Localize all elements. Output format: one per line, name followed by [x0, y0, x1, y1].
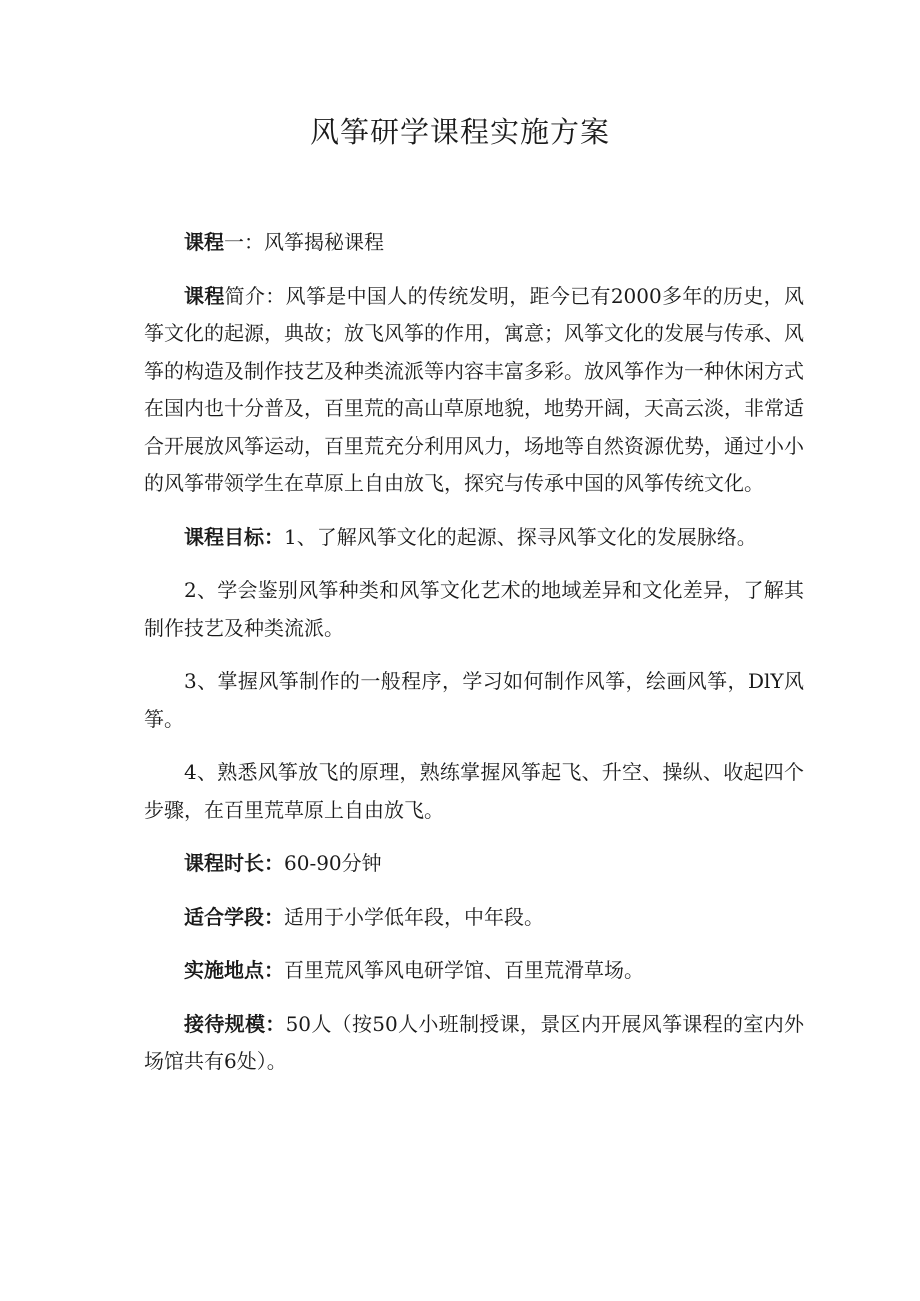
grade-level-label: 适合学段： [184, 904, 284, 929]
capacity-label: 接待规模： [184, 1011, 286, 1036]
course-goals-paragraph [144, 519, 804, 557]
course-goal-paragraph-3: 3、掌握风筝制作的一般程序，学习如何制作风筝，绘画风筝，DlY风筝。 [144, 669, 804, 731]
capacity-text: 50人（按50人小班制授课，景区内开展风筝课程的室内外场馆共有6处）。 [144, 1011, 805, 1073]
document-body [144, 224, 804, 1097]
course-intro-text: 简介：风筝是中国人的传统发明，距今已有2000多年的历史，风筝文化的起源，典故；放飞风筝的作用，寓意；风筝文化的发展与传承、风筝的构造及制作技艺及种类流派等内容丰富多彩。放风筝作为一种休闲方式在国内也十分普及，百里荒的高山草原地貌，地势开阔，天高云淡，非常适合开展放风筝运动，百里荒充分利用风力，场地等自然资源优势，通过小小的风筝带领学生在草原上自由放飞，探究与传承中国的风筝传统文化。 [144, 283, 804, 495]
course-name-label: 课程 [184, 230, 224, 254]
course-goal-paragraph-4: 4、熟悉风筝放飞的原理，熟练掌握风筝起飞、升空、操纵、收起四个步骤，在百里荒草原上自由放飞。 [144, 760, 804, 822]
location-label: 实施地点： [184, 958, 284, 982]
document-title: 风筝研学课程实施方案 [309, 115, 610, 149]
location-text: 百里荒风筝风电研学馆、百里荒滑草场。 [284, 958, 644, 982]
course-goals-label: 课程目标： [184, 524, 284, 549]
course-duration-label: 课程时长： [184, 851, 284, 875]
capacity-paragraph [144, 1006, 804, 1081]
course-intro-paragraph [144, 278, 804, 503]
course-duration-paragraph [144, 845, 804, 883]
course-goal-item-1: 1、了解风筝文化的起源、探寻风筝文化的发展脉络。 [284, 524, 757, 549]
course-duration-text: 60-90分钟 [284, 851, 382, 875]
location-paragraph [144, 952, 804, 990]
course-goal-paragraph-2: 2、学会鉴别风筝种类和风筝文化艺术的地域差异和文化差异，了解其制作技艺及种类流派。 [144, 578, 804, 640]
grade-level-text: 适用于小学低年段，中年段。 [284, 904, 544, 929]
grade-level-paragraph [144, 899, 804, 937]
course-intro-label: 课程 [184, 283, 225, 308]
course-name-text: 一：风筝揭秘课程 [224, 230, 384, 254]
course-name-paragraph [144, 224, 804, 262]
